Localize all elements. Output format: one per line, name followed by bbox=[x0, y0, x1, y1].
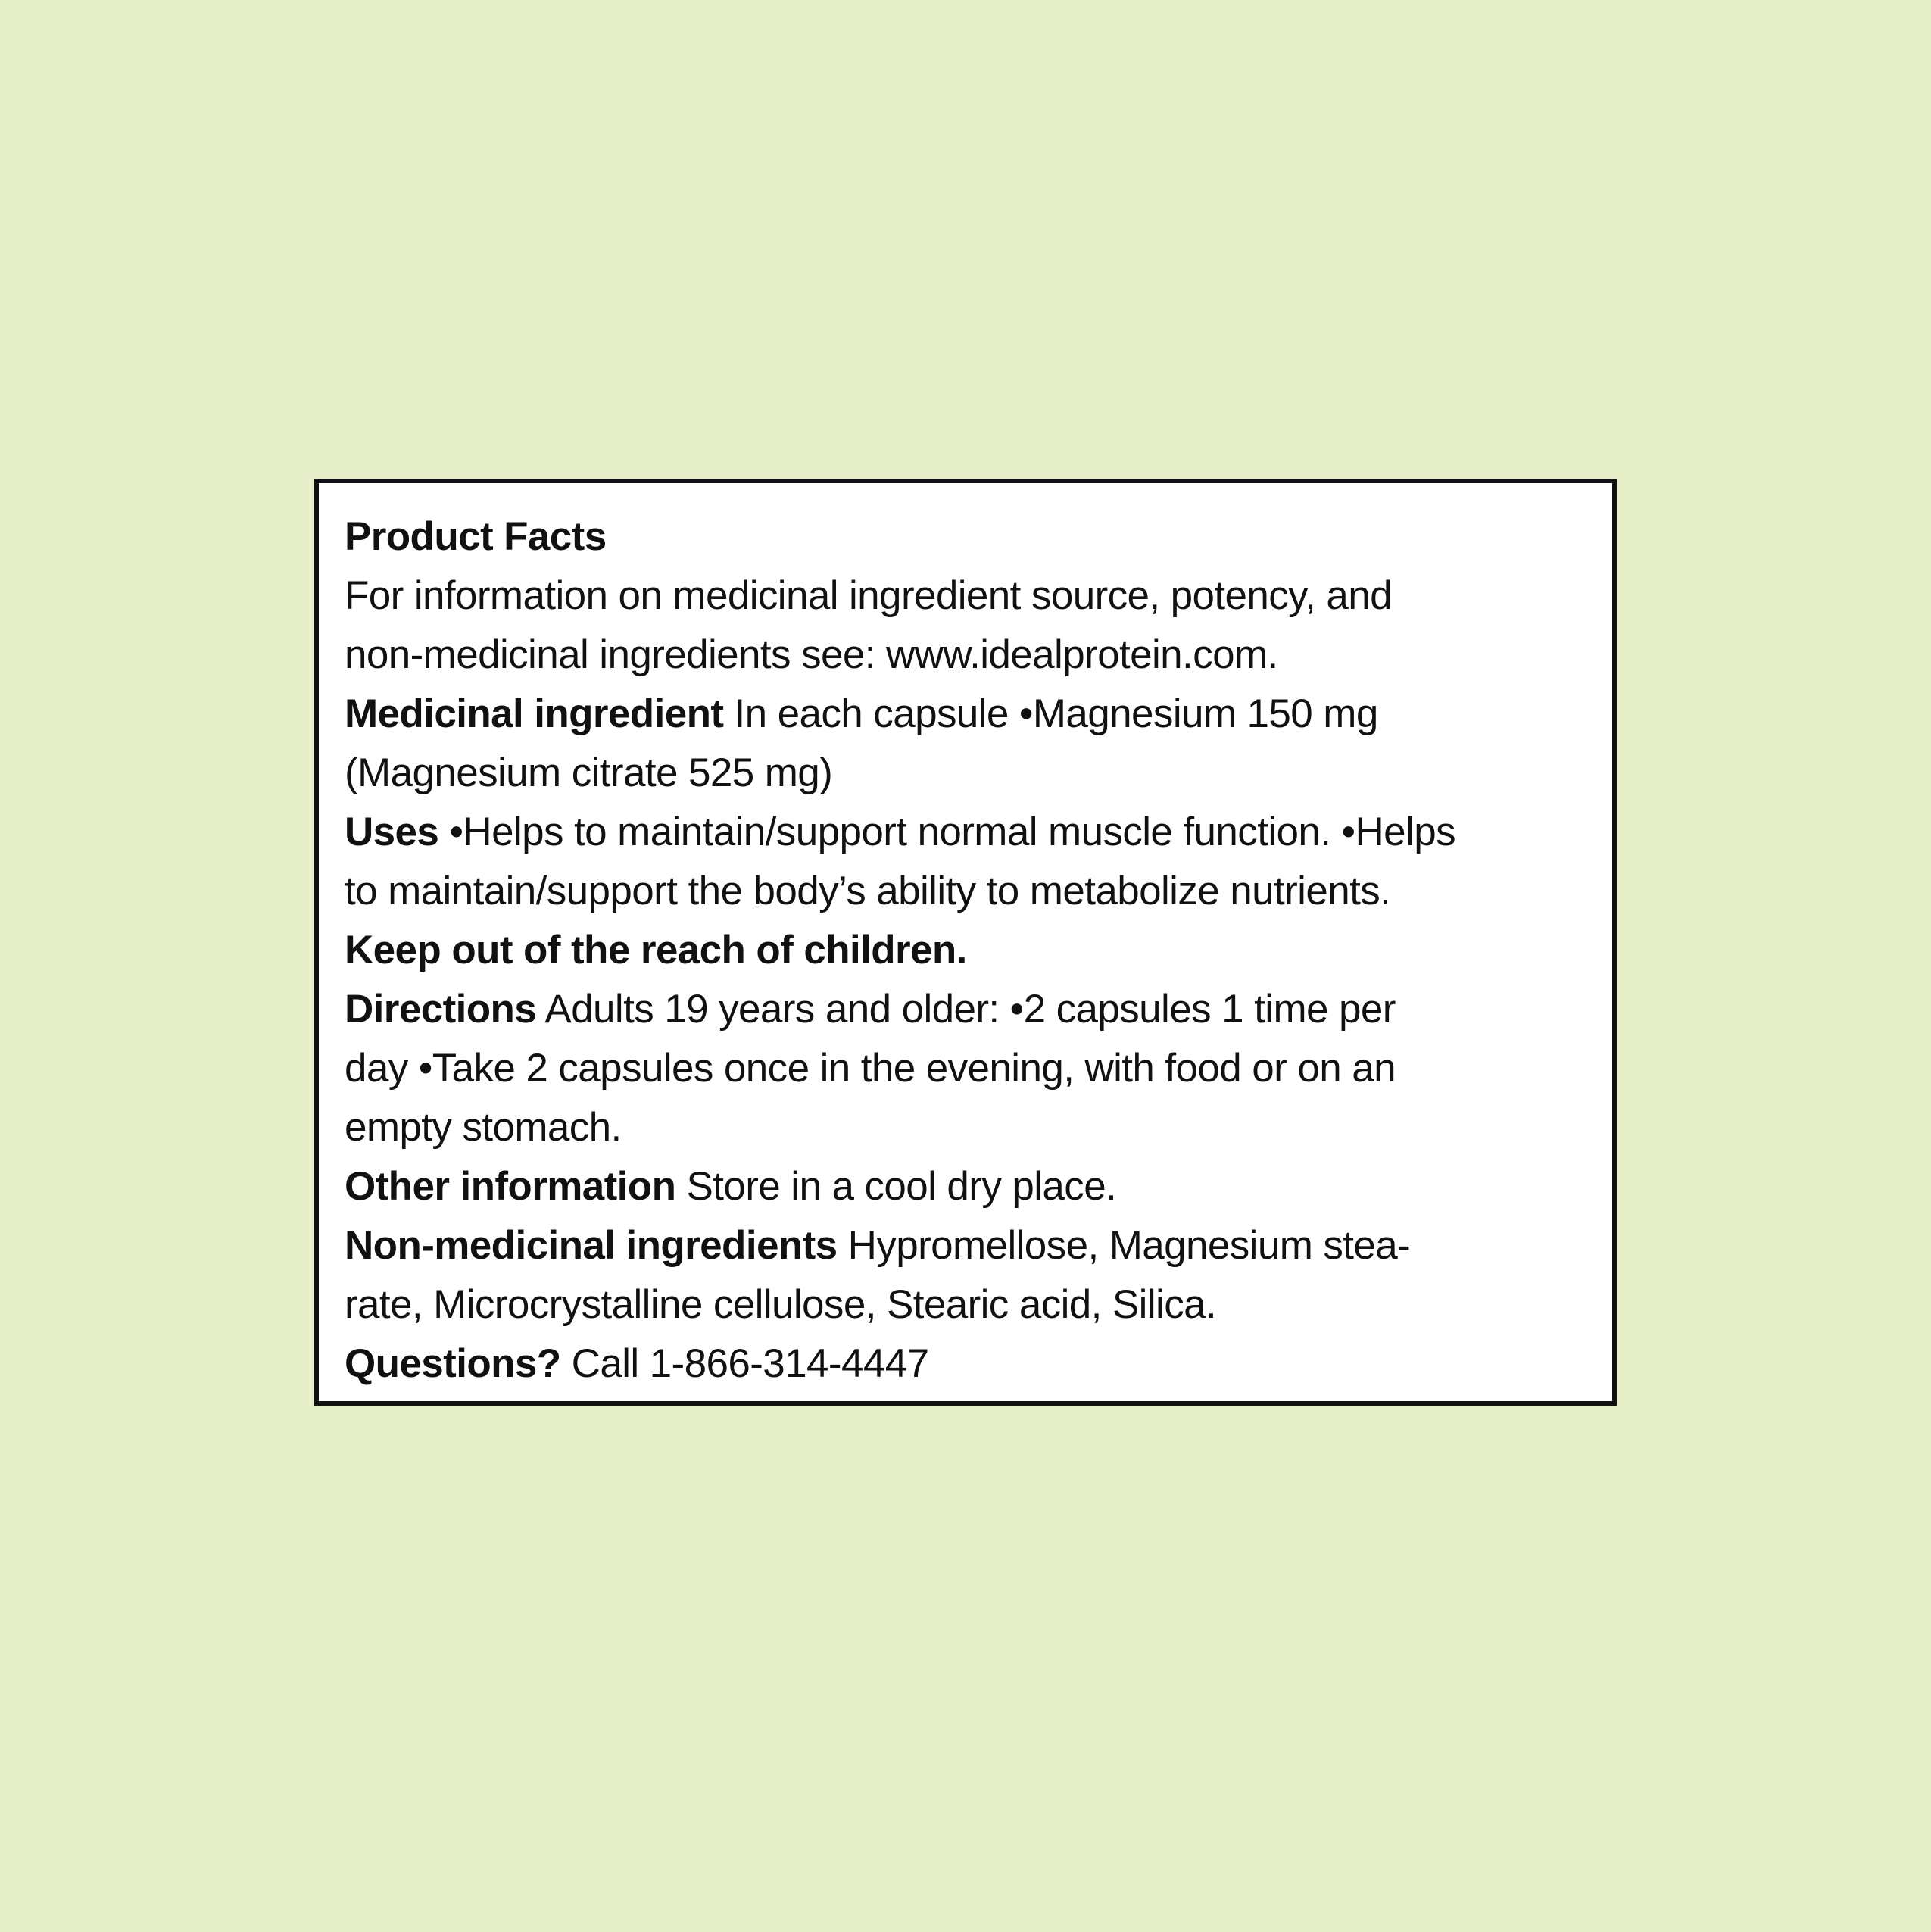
uses-label: Uses bbox=[345, 810, 439, 854]
medicinal-ingredient-line-1 bbox=[345, 685, 1605, 744]
non-medicinal-line-2: rate, Microcrystalline cellulose, Stearic acid, Silica. bbox=[345, 1282, 1217, 1327]
children-warning: Keep out of the reach of children. bbox=[345, 928, 967, 972]
medicinal-ingredient-line-2: (Magnesium citrate 525 mg) bbox=[345, 751, 833, 795]
questions-line bbox=[345, 1334, 1605, 1394]
other-information-line bbox=[345, 1157, 1605, 1216]
medicinal-ingredient-label: Medicinal ingredient bbox=[345, 691, 724, 736]
other-information-label: Other information bbox=[345, 1164, 676, 1209]
directions-line-1 bbox=[345, 980, 1605, 1039]
medicinal-ingredient-text: In each capsule •Magnesium 150 mg bbox=[723, 691, 1378, 736]
questions-phone-text: Call 1-866-314-4447 bbox=[560, 1341, 929, 1386]
product-facts-panel bbox=[314, 479, 1617, 1406]
uses-line-1 bbox=[345, 803, 1605, 862]
directions-text: Adults 19 years and older: •2 capsules 1 time per bbox=[536, 987, 1396, 1032]
directions-label: Directions bbox=[345, 987, 537, 1032]
intro-line-1: For information on medicinal ingredient source, potency, and bbox=[345, 573, 1393, 618]
directions-line-3: empty stomach. bbox=[345, 1105, 622, 1150]
non-medicinal-text: Hypromellose, Magnesium stea- bbox=[837, 1223, 1411, 1268]
product-facts-title: Product Facts bbox=[345, 514, 607, 559]
intro-line-2: non-medicinal ingredients see: www.idealprotein.com. bbox=[345, 632, 1278, 677]
non-medicinal-label: Non-medicinal ingredients bbox=[345, 1223, 838, 1268]
uses-line-2: to maintain/support the body’s ability to metabolize nutrients. bbox=[345, 869, 1391, 913]
uses-text: •Helps to maintain/support normal muscle function. •Helps bbox=[438, 810, 1455, 854]
questions-label: Questions? bbox=[345, 1341, 561, 1386]
other-information-text: Store in a cool dry place. bbox=[675, 1164, 1117, 1209]
non-medicinal-line-1 bbox=[345, 1216, 1605, 1275]
directions-line-2: day •Take 2 capsules once in the evening, with food or on an bbox=[345, 1046, 1396, 1091]
